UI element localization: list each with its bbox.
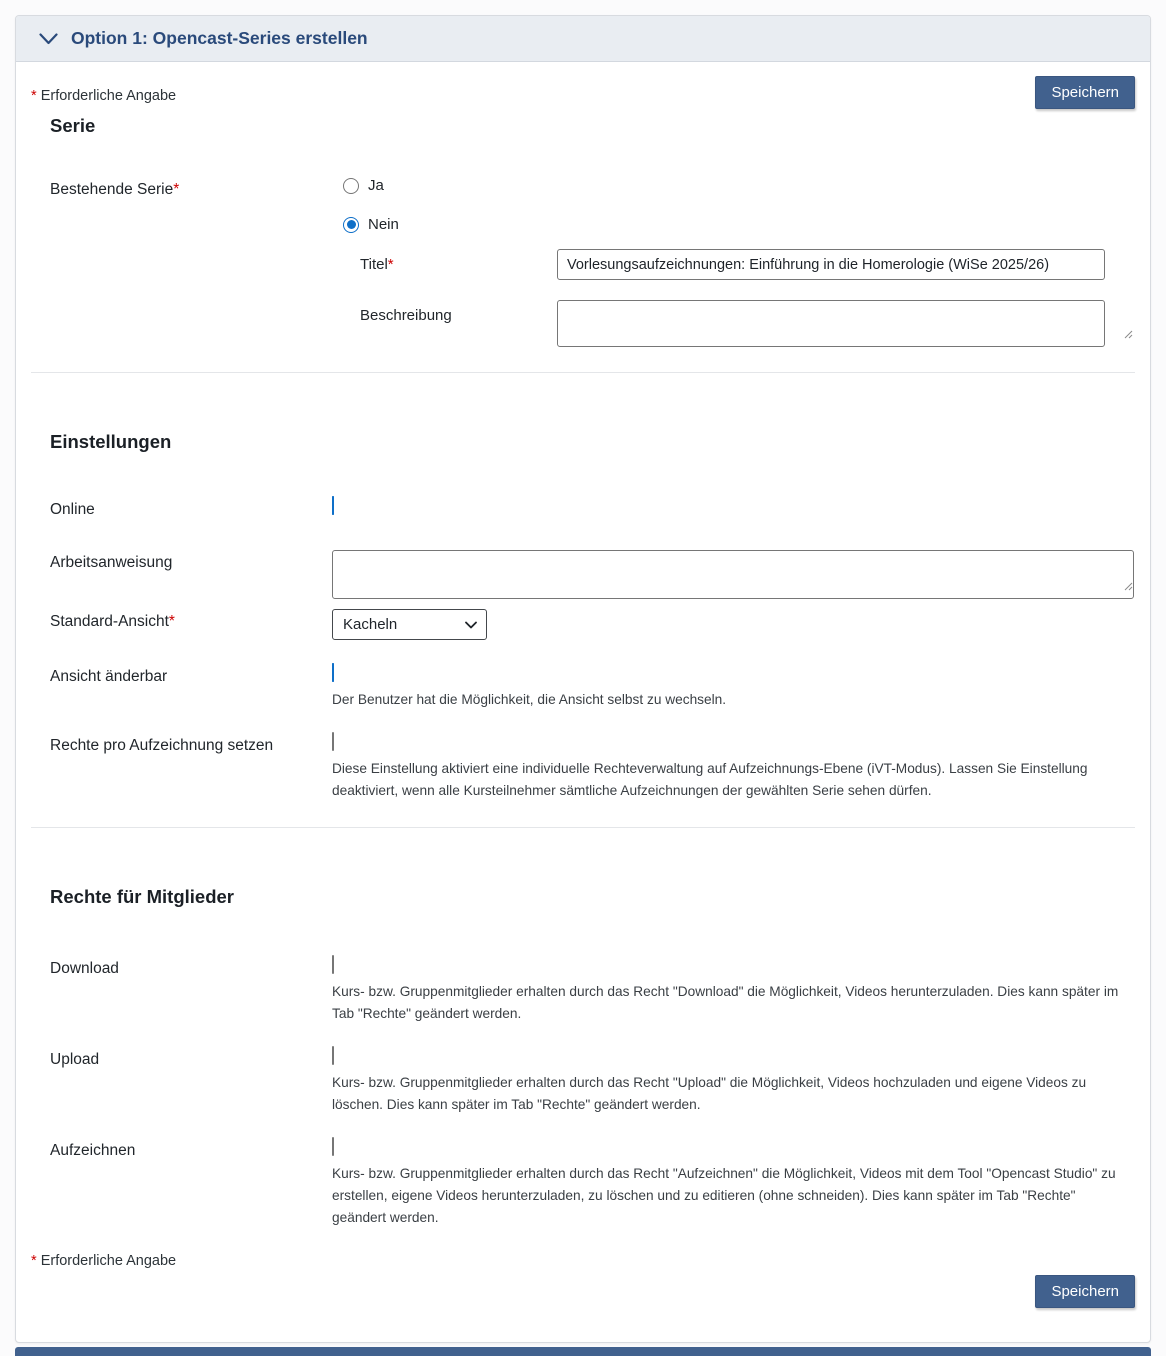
section-heading-rechte: Rechte für Mitglieder <box>50 886 234 907</box>
save-button-bottom[interactable]: Speichern <box>1035 1275 1135 1308</box>
label-ansicht-aenderbar: Ansicht änderbar <box>50 668 168 685</box>
help-upload: Kurs- bzw. Gruppenmitglieder erhalten durch das Recht "Upload" die Möglichkeit, Videos hochzuladen und eigene Videos zu löschen. Dies kann später im Tab "Rechte" geändert werden. <box>332 1075 1087 1112</box>
accordion-title: Option 1: Opencast-Series erstellen <box>71 28 368 48</box>
section-divider <box>31 372 1135 373</box>
label-standard-ansicht: Standard-Ansicht* <box>50 613 175 630</box>
required-asterisk: * <box>31 1253 37 1269</box>
row-arbeitsanweisung <box>50 550 1135 599</box>
label-rechte-pro-aufzeichnung: Rechte pro Aufzeichnung setzen <box>50 737 274 754</box>
ansicht-aenderbar-checkbox[interactable] <box>332 663 334 682</box>
radio-ja-label: Ja <box>368 177 384 194</box>
required-asterisk: * <box>173 181 180 198</box>
required-asterisk: * <box>31 88 37 104</box>
label-arbeitsanweisung: Arbeitsanweisung <box>50 554 173 571</box>
label-online: Online <box>50 501 95 518</box>
accordion-header-option1[interactable] <box>16 16 1150 62</box>
section-heading-serie: Serie <box>50 115 96 136</box>
label-titel: Titel* <box>360 256 394 273</box>
upload-checkbox[interactable] <box>332 1046 334 1065</box>
label-upload: Upload <box>50 1051 100 1068</box>
required-asterisk: * <box>387 256 394 273</box>
required-note-top: * Erforderliche Angabe <box>31 88 177 104</box>
label-download: Download <box>50 960 119 977</box>
row-bestehende-serie <box>50 177 1135 347</box>
help-ansicht-aenderbar: Der Benutzer hat die Möglichkeit, die Ansicht selbst zu wechseln. <box>332 692 727 707</box>
help-aufzeichnen: Kurs- bzw. Gruppenmitglieder erhalten durch das Recht "Aufzeichnen" die Möglichkeit, Videos mit dem Tool "Opencast Studio" zu erstellen, eigene Videos herunterzuladen, zu löschen und zu editieren (ohne schneiden). Dies kann später im Tab "Rechte" geändert werden. <box>332 1166 1116 1225</box>
row-online <box>50 497 1135 520</box>
download-checkbox[interactable] <box>332 955 334 974</box>
bestehende-serie-options <box>332 177 1135 347</box>
row-standard-ansicht <box>50 609 1135 640</box>
row-upload <box>50 1047 1135 1116</box>
form-body <box>16 62 1150 1342</box>
aufzeichnen-checkbox[interactable] <box>332 1137 334 1156</box>
row-rechte-pro-aufzeichnung <box>50 733 1135 802</box>
beschreibung-textarea[interactable] <box>557 300 1105 347</box>
row-beschreibung <box>360 300 1135 347</box>
titel-input[interactable] <box>557 249 1105 280</box>
radio-nein[interactable] <box>343 217 359 233</box>
label-bestehende-serie: Bestehende Serie* <box>50 181 180 198</box>
resize-handle-icon[interactable] <box>1123 326 1133 344</box>
standard-ansicht-selected-value: Kacheln <box>343 616 398 633</box>
next-section-header-edge[interactable] <box>15 1347 1151 1356</box>
rechte-pro-aufzeichnung-checkbox[interactable] <box>332 732 334 751</box>
chevron-down-icon <box>465 616 477 633</box>
arbeitsanweisung-textarea[interactable] <box>332 550 1134 599</box>
row-download <box>50 956 1135 1025</box>
opencast-option1-panel <box>15 15 1151 1343</box>
row-ansicht-aenderbar <box>50 664 1135 711</box>
section-divider <box>31 827 1135 828</box>
standard-ansicht-select[interactable] <box>332 609 487 640</box>
radio-nein-label: Nein <box>368 216 399 233</box>
row-aufzeichnen <box>50 1138 1135 1229</box>
radio-option-ja[interactable] <box>343 177 1135 194</box>
label-beschreibung: Beschreibung <box>360 307 452 324</box>
chevron-down-icon <box>39 33 58 45</box>
section-heading-einstellungen: Einstellungen <box>50 431 172 452</box>
help-download: Kurs- bzw. Gruppenmitglieder erhalten durch das Recht "Download" die Möglichkeit, Videos herunterzuladen. Dies kann später im Tab "Rechte" geändert werden. <box>332 984 1119 1021</box>
required-asterisk: * <box>168 613 175 630</box>
required-note-bottom: * Erforderliche Angabe <box>31 1253 177 1269</box>
row-titel <box>360 249 1135 280</box>
online-checkbox[interactable] <box>332 496 334 515</box>
radio-ja[interactable] <box>343 178 359 194</box>
help-rechte-pro-aufzeichnung: Diese Einstellung aktiviert eine individuelle Rechteverwaltung auf Aufzeichnungs-Ebene (iVT-Modus). Lassen Sie Einstellung deaktiviert, wenn alle Kursteilnehmer sämtliche Aufzeichnungen der gewählten Serie sehen dürfen. <box>332 761 1088 798</box>
label-aufzeichnen: Aufzeichnen <box>50 1142 136 1159</box>
radio-option-nein[interactable] <box>343 216 1135 233</box>
save-button-top[interactable]: Speichern <box>1035 76 1135 109</box>
